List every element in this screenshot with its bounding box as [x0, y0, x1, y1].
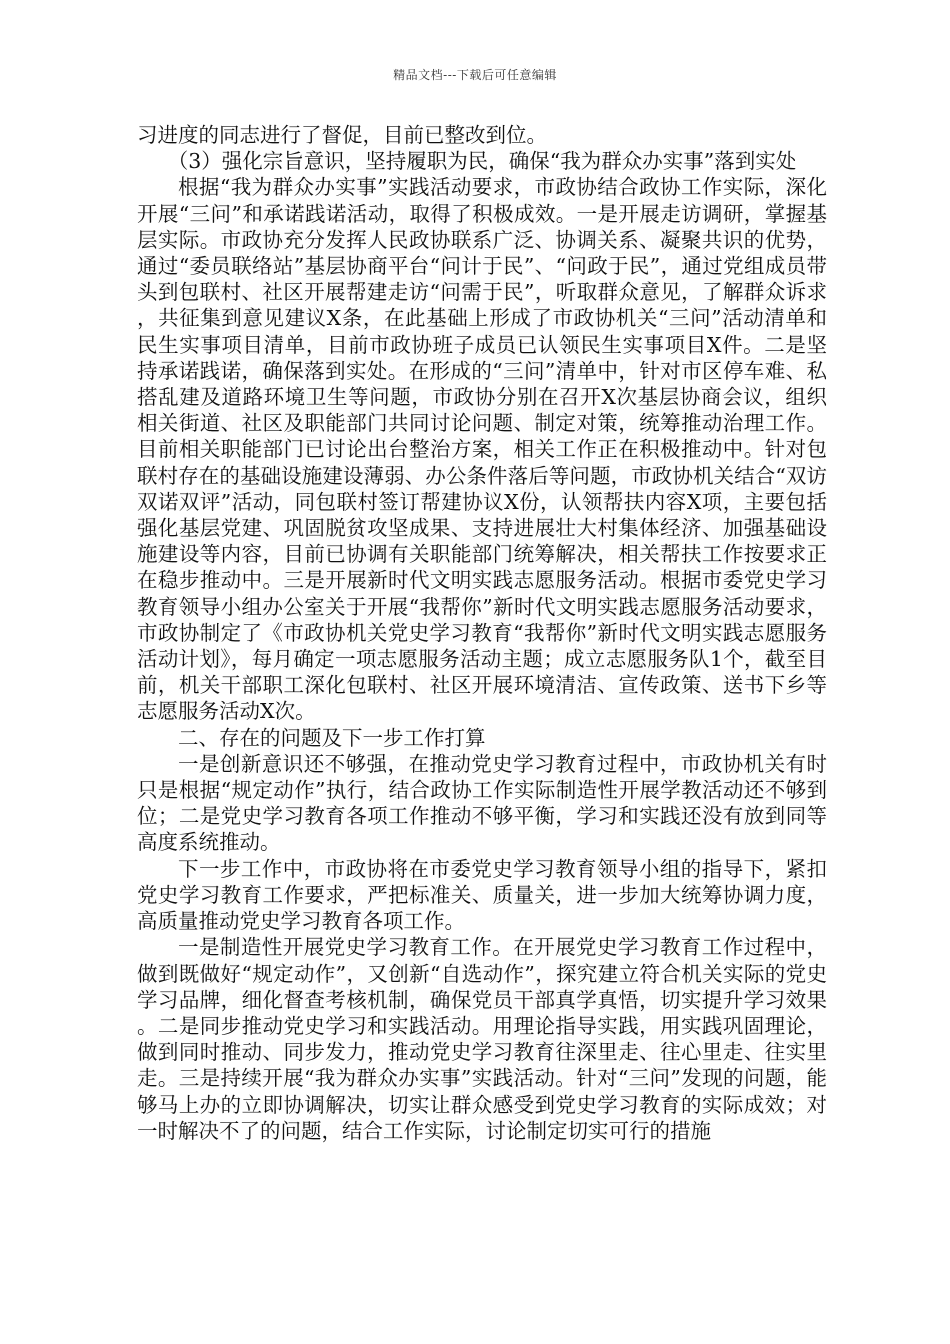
paragraph-problems: 一是创新意识还不够强，在推动党史学习教育过程中，市政协机关有时只是根据“规定动作”执行，结合政协工作实际制造性开展学教活动还不够到位；二是党史学习教育各项工作推动不够平衡，学习和实践还没有放到同等高度系统推动。: [137, 751, 827, 855]
document-body: [137, 122, 827, 1144]
paragraph-measures: 一是制造性开展党史学习教育工作。在开展党史学习教育工作过程中，做到既做好“规定动作”，又创新“自选动作”，探究建立符合机关实际的党史学习品牌，细化督查考核机制，确保党员干部真学真悟，切实提升学习效果。二是同步推动党史学习和实践活动。用理论指导实践，用实践巩固理论，做到同时推动、同步发力，推动党史学习教育往深里走、往心里走、往实里走。三是持续开展“我为群众办实事”实践活动。针对“三问”发现的问题，能够马上办的立即协调解决，切实让群众感受到党史学习教育的实际成效；对一时解决不了的问题，结合工作实际，讨论制定切实可行的措施: [137, 935, 827, 1143]
paragraph-continuation: 习进度的同志进行了督促，目前已整改到位。: [137, 123, 547, 147]
paragraph-next-step: 下一步工作中，市政协将在市委党史学习教育领导小组的指导下，紧扣党史学习教育工作要求，严把标准关、质量关，进一步加大统筹协调力度，高质量推动党史学习教育各项工作。: [137, 856, 827, 934]
section-heading-2: 二、存在的问题及下一步工作打算: [178, 725, 486, 750]
section-heading-3: （3）强化宗旨意识，坚持履职为民，确保“我为群众办实事”落到实处: [167, 149, 797, 174]
page-header: 精品文档---下载后可任意编辑: [393, 68, 557, 82]
paragraph-practice: 根据“我为群众办实事”实践活动要求，市政协结合政协工作实际，深化开展“三问”和承诺践诺活动，取得了积极成效。一是开展走访调研，掌握基层实际。市政协充分发挥人民政协联系广泛、协调关系、凝聚共识的优势，通过“委员联络站”基层协商平台“问计于民”、“问政于民”，通过党组成员带头到包联村、社区开展帮建走访“问需于民”，听取群众意见，了解群众诉求，共征集到意见建议X条，在此基础上形成了市政协机关“三问”活动清单和民生实事项目清单，目前市政协班子成员已认领民生实事项目X件。二是坚持承诺践诺，确保落到实处。在形成的“三问”清单中，针对市区停车难、私搭乱建及道路环境卫生等问题，市政协分别在召开X次基层协商会议，组织相关街道、社区及职能部门共同讨论问题、制定对策，统筹推动治理工作。目前相关职能部门已讨论出台整治方案，相关工作正在积极推动中。针对包联村存在的基础设施建设薄弱、办公条件落后等问题，市政协机关结合“双访双诺双评”活动，同包联村签订帮建协议X份，认领帮扶内容X项，主要包括强化基层党建、巩固脱贫攻坚成果、支持进展壮大村集体经济、加强基础设施建设等内容，目前已协调有关职能部门统筹解决，相关帮扶工作按要求正在稳步推动中。三是开展新时代文明实践志愿服务活动。根据市委党史学习教育领导小组办公室关于开展“我帮你”新时代文明实践志愿服务活动要求，市政协制定了《市政协机关党史学习教育“我帮你”新时代文明实践志愿服务活动计划》，每月确定一项志愿服务活动主题；成立志愿服务队1个，截至目前，机关干部职工深化包联村、社区开展环境清洁、宣传政策、送书下乡等志愿服务活动X次。: [137, 175, 827, 724]
